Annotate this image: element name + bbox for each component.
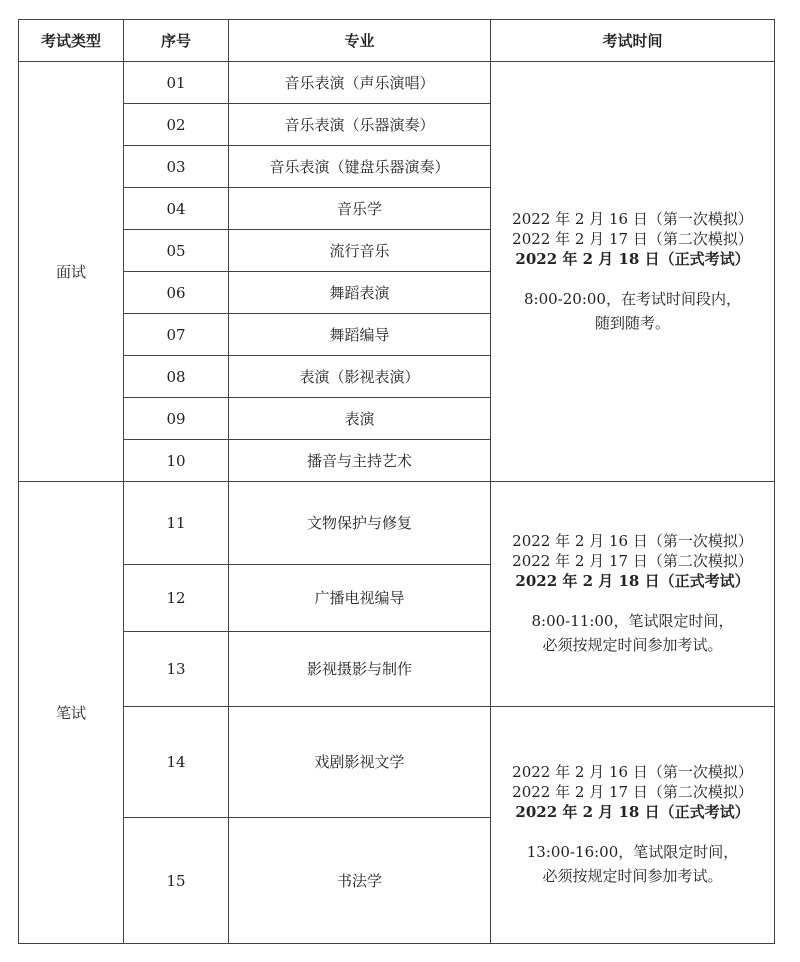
- major-cell: 文物保护与修复: [229, 482, 491, 565]
- major-cell: 播音与主持艺术: [229, 440, 491, 482]
- header-major: 专业: [229, 20, 491, 62]
- header-exam-time: 考试时间: [491, 20, 775, 62]
- written-time-cell-b: [491, 707, 775, 944]
- seq-cell: 13: [124, 632, 229, 707]
- seq-cell: 10: [124, 440, 229, 482]
- major-cell: 音乐表演（声乐演唱）: [229, 62, 491, 104]
- time-note-2: 必须按规定时间参加考试。: [542, 636, 723, 654]
- mock-date-2: 2022 年 2 月 17 日（第二次模拟）: [512, 783, 753, 801]
- seq-cell: 01: [124, 62, 229, 104]
- table-row: [19, 707, 775, 818]
- header-row: [19, 20, 775, 62]
- table-row: [19, 482, 775, 565]
- major-cell: 戏剧影视文学: [229, 707, 491, 818]
- major-cell: 广播电视编导: [229, 565, 491, 632]
- time-note-1: 8:00-20:00，在考试时间段内，: [524, 289, 741, 308]
- time-note-2: 必须按规定时间参加考试。: [542, 867, 723, 885]
- major-cell: 音乐表演（键盘乐器演奏）: [229, 146, 491, 188]
- seq-cell: 03: [124, 146, 229, 188]
- seq-cell: 07: [124, 314, 229, 356]
- major-cell: 舞蹈编导: [229, 314, 491, 356]
- written-time-cell-a: [491, 482, 775, 707]
- major-cell: 舞蹈表演: [229, 272, 491, 314]
- formal-date: 2022 年 2 月 18 日（正式考试）: [515, 572, 750, 590]
- time-note-1: 13:00-16:00，笔试限定时间，: [526, 843, 739, 861]
- time-note-1: 8:00-11:00，笔试限定时间，: [531, 612, 734, 630]
- seq-cell: 05: [124, 230, 229, 272]
- seq-cell: 06: [124, 272, 229, 314]
- exam-type-interview: 面试: [19, 62, 124, 482]
- table-row: [19, 62, 775, 104]
- seq-cell: 02: [124, 104, 229, 146]
- seq-cell: 12: [124, 565, 229, 632]
- major-cell: 表演（影视表演）: [229, 356, 491, 398]
- time-note-2: 随到随考。: [594, 313, 670, 332]
- major-cell: 音乐学: [229, 188, 491, 230]
- mock-date-2: 2022 年 2 月 17 日（第二次模拟）: [512, 552, 753, 570]
- mock-date-1: 2022 年 2 月 16 日（第一次模拟）: [512, 763, 753, 781]
- header-exam-type: 考试类型: [19, 20, 124, 62]
- mock-date-1: 2022 年 2 月 16 日（第一次模拟）: [512, 532, 753, 550]
- interview-time-cell: [491, 62, 775, 482]
- major-cell: 音乐表演（乐器演奏）: [229, 104, 491, 146]
- seq-cell: 04: [124, 188, 229, 230]
- exam-schedule-table: [18, 19, 775, 944]
- seq-cell: 14: [124, 707, 229, 818]
- exam-type-written: 笔试: [19, 482, 124, 944]
- seq-cell: 15: [124, 818, 229, 944]
- seq-cell: 09: [124, 398, 229, 440]
- seq-cell: 08: [124, 356, 229, 398]
- major-cell: 流行音乐: [229, 230, 491, 272]
- header-seq: 序号: [124, 20, 229, 62]
- major-cell: 影视摄影与制作: [229, 632, 491, 707]
- mock-date-1: 2022 年 2 月 16 日（第一次模拟）: [512, 209, 753, 228]
- seq-cell: 11: [124, 482, 229, 565]
- mock-date-2: 2022 年 2 月 17 日（第二次模拟）: [512, 229, 753, 248]
- formal-date: 2022 年 2 月 18 日（正式考试）: [515, 803, 750, 821]
- major-cell: 书法学: [229, 818, 491, 944]
- formal-date: 2022 年 2 月 18 日（正式考试）: [515, 249, 750, 268]
- major-cell: 表演: [229, 398, 491, 440]
